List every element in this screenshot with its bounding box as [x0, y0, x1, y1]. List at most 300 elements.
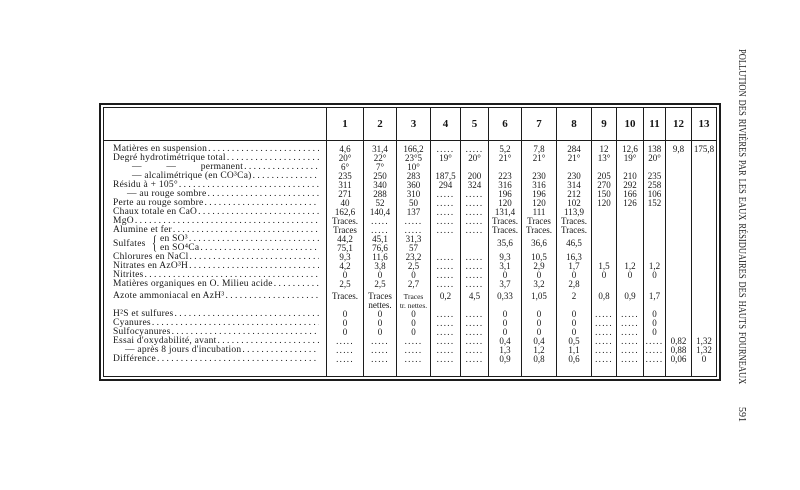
cell-value: .....: [436, 270, 455, 280]
row-label-text: Essai d'oxydabilité, avant: [113, 336, 217, 346]
cell-value: 316: [498, 180, 512, 190]
table-cell: [692, 199, 717, 208]
table-row: [104, 289, 717, 310]
cell-value: Traces.: [492, 216, 518, 226]
table-cell: [327, 280, 364, 289]
cell-value: 187,5: [435, 171, 456, 181]
table-cell: [644, 355, 666, 364]
cell-value: 3,1: [499, 261, 511, 271]
row-label: [104, 280, 326, 289]
table-cell: [666, 244, 692, 253]
row-label-cell: [104, 355, 327, 364]
cell-value: 40: [340, 198, 350, 208]
cell-value: .....: [436, 144, 455, 154]
cell-value: .....: [404, 225, 423, 235]
table-cell: [461, 235, 489, 244]
table-frame: [99, 103, 721, 381]
cell-value: 12: [599, 144, 609, 154]
cell-value: .....: [595, 345, 613, 355]
cell-value: 288: [373, 189, 387, 199]
table-cell: [617, 280, 644, 289]
table-cell: [692, 208, 717, 217]
table-cell: [666, 172, 692, 181]
table-cell: [397, 355, 431, 364]
leader-dots: [189, 235, 319, 244]
leader-dots: [173, 226, 319, 235]
table-cell: [489, 289, 522, 310]
cell-value: .....: [465, 225, 484, 235]
cell-value: 1,32: [696, 336, 712, 346]
cell-value: 0: [536, 318, 542, 328]
row-label-text: MgO: [113, 216, 134, 226]
table-cell: [364, 289, 397, 310]
table-cell: [666, 262, 692, 271]
leader-dots: [174, 310, 319, 319]
row-label-text: Chlorures en NaCl: [113, 252, 189, 262]
table-cell: [644, 271, 666, 280]
cell-value: .....: [645, 345, 664, 355]
table-cell: [592, 235, 617, 244]
cell-value: .....: [465, 327, 484, 337]
cell-value: 150: [597, 189, 611, 199]
cell-value: 2,8: [568, 279, 580, 289]
table-cell: [522, 154, 557, 163]
cell-value: .....: [436, 207, 455, 217]
cell-value: 0: [411, 270, 416, 280]
cell-value: 1,5: [598, 261, 610, 271]
table-cell: [692, 355, 717, 364]
cell-value: 2: [571, 291, 577, 301]
cell-value: 0,8: [598, 291, 610, 301]
table-cell: [592, 244, 617, 253]
cell-value: 120: [532, 198, 546, 208]
table-cell: [592, 217, 617, 226]
cell-value: 1,7: [568, 261, 580, 271]
table-cell: [692, 289, 717, 310]
column-header-9: 9: [592, 108, 617, 141]
cell-value: 0,4: [499, 336, 511, 346]
table-cell: [327, 355, 364, 364]
cell-value: 75,1: [337, 243, 353, 253]
row-label: [104, 355, 326, 364]
table-row: [104, 262, 717, 271]
cell-value: 9,3: [499, 252, 511, 262]
cell-value: 0,33: [497, 291, 513, 301]
row-label: [104, 292, 326, 301]
column-header-13: 13: [692, 108, 717, 141]
cell-value: 113,9: [564, 207, 584, 217]
cell-value: .....: [371, 216, 389, 226]
cell-value: 258: [647, 180, 662, 190]
label-column-header: [104, 108, 327, 141]
cell-value: .....: [595, 336, 613, 346]
cell-value: .....: [465, 216, 484, 226]
cell-value: .....: [436, 327, 455, 337]
spacer-cell: [666, 364, 692, 377]
table-cell: [692, 244, 717, 253]
cell-value: 0: [411, 318, 416, 328]
cell-value: 223: [498, 171, 512, 181]
table-cell: [557, 280, 592, 289]
cell-value: 11,6: [372, 252, 388, 262]
table-cell: [617, 355, 644, 364]
table-cell: [522, 280, 557, 289]
cell-value: 0: [502, 309, 508, 319]
cell-value: 230: [567, 171, 581, 181]
cell-value: Traces.: [332, 216, 358, 226]
row-label-text: Nitrites: [113, 270, 144, 280]
cell-value: 0: [536, 327, 542, 337]
column-header-4: 4: [431, 108, 461, 141]
table-cell: [592, 280, 617, 289]
cell-value: .....: [436, 345, 455, 355]
cell-value: 0,9: [499, 354, 511, 364]
cell-value: .....: [436, 252, 455, 262]
cell-value: 6°: [340, 162, 350, 172]
leader-dots: [244, 163, 319, 172]
table-cell: [327, 289, 364, 310]
table-cell: [644, 280, 666, 289]
table-cell: [692, 310, 717, 319]
cell-value: 21°: [498, 153, 512, 163]
cell-value: 0: [411, 309, 416, 319]
table-cell: [644, 208, 666, 217]
cell-value: 22°: [373, 153, 387, 163]
table-cell: [692, 190, 717, 199]
cell-value: .....: [465, 198, 484, 208]
table-cell: [364, 280, 397, 289]
cell-value: .....: [621, 327, 639, 337]
cell-value: 0,8: [533, 354, 545, 364]
table-cell: [666, 253, 692, 262]
cell-value: 9,3: [339, 252, 351, 262]
cell-value: .....: [404, 354, 423, 364]
table-cell: [692, 154, 717, 163]
cell-value: .....: [465, 345, 484, 355]
table-cell: [666, 355, 692, 364]
cell-value: .....: [371, 336, 389, 346]
cell-value: Traces.: [561, 225, 587, 235]
cell-value: 52: [375, 198, 385, 208]
table-cell: [617, 226, 644, 235]
cell-value: 162,6: [334, 207, 356, 217]
cell-value: 152: [647, 198, 662, 208]
table-cell: [692, 172, 717, 181]
spacer-cell: [522, 364, 557, 377]
table-cell: [644, 289, 666, 310]
cell-value: .....: [404, 216, 423, 226]
row-label-text: en SO³: [160, 234, 188, 244]
leader-dots: [204, 199, 319, 208]
page-number: 591: [736, 407, 747, 422]
row-label-text: Alumine et fer: [113, 225, 172, 235]
table-cell: [489, 355, 522, 364]
table-cell: [522, 289, 557, 310]
table-cell: [617, 244, 644, 253]
table-cell: [692, 145, 717, 154]
table-cell: [692, 235, 717, 244]
table-cell: [692, 253, 717, 262]
cell-value: 0: [502, 327, 508, 337]
cell-value: .....: [436, 216, 455, 226]
cell-value: 0: [502, 318, 508, 328]
table-cell: [617, 154, 644, 163]
row-label: [104, 226, 326, 235]
cell-value: 2,5: [339, 279, 351, 289]
cell-value: 235: [338, 171, 352, 181]
table-cell: [692, 163, 717, 172]
row-label-text: Nitrates en AzO³H: [113, 261, 189, 271]
cell-value: .....: [621, 309, 639, 319]
table-cell: [489, 154, 522, 163]
cell-value: .....: [371, 225, 389, 235]
cell-value: .....: [465, 279, 484, 289]
cell-value: 23,2: [405, 252, 422, 262]
table-cell: [461, 355, 489, 364]
table-cell: [617, 235, 644, 244]
cell-value: Traces.: [561, 216, 587, 226]
cell-value: 3,2: [533, 279, 545, 289]
table-cell: [644, 217, 666, 226]
cell-value: .....: [436, 354, 455, 364]
cell-value: 35,6: [497, 238, 513, 248]
cell-value: 1,2: [624, 261, 636, 271]
table-cell: [666, 271, 692, 280]
cell-value: .....: [436, 336, 455, 346]
cell-value: .....: [465, 309, 484, 319]
cell-value: 44,2: [337, 234, 353, 244]
cell-value: 3,8: [374, 261, 386, 271]
cell-value: 0,5: [568, 336, 580, 346]
cell-value: 140,4: [369, 207, 391, 217]
spacer-cell: [489, 364, 522, 377]
table-cell: [592, 355, 617, 364]
spacer-cell: [592, 364, 617, 377]
table-cell: [692, 262, 717, 271]
row-label-text: Cyanures: [113, 318, 151, 328]
cell-value: .....: [436, 309, 455, 319]
cell-value: .....: [436, 279, 455, 289]
table-cell: [592, 289, 617, 310]
cell-value: .....: [621, 345, 639, 355]
cell-value: 2,7: [407, 279, 420, 289]
cell-value: Traces: [527, 216, 551, 226]
table-body: [104, 141, 717, 377]
cell-value: 10,5: [531, 252, 547, 262]
cell-value: 7,8: [533, 144, 545, 154]
cell-value: Traces nettes.: [368, 291, 392, 310]
row-label-cell: [104, 226, 327, 235]
cell-value: .....: [465, 252, 484, 262]
table-cell: [397, 280, 431, 289]
leader-dots: [200, 244, 319, 253]
table-cell: [522, 235, 557, 248]
cell-value: 102: [567, 198, 581, 208]
cell-value: .....: [436, 225, 455, 235]
cell-value: 0: [627, 270, 633, 280]
table-cell: [461, 280, 489, 289]
spacer-cell: [461, 364, 489, 377]
table-cell: [592, 271, 617, 280]
spacer-cell: [397, 364, 431, 377]
cell-value: 0: [342, 309, 348, 319]
cell-value: .....: [465, 336, 484, 346]
cell-value: Traces: [333, 225, 357, 235]
cell-value: 12,6: [622, 144, 638, 154]
row-label-text: H²S et sulfures: [113, 309, 174, 319]
cell-value: .....: [436, 261, 455, 271]
leader-dots: [253, 172, 319, 181]
cell-value: .....: [336, 336, 354, 346]
row-label-text: — alcalimétrique (en CO³Ca): [132, 171, 252, 181]
column-header-6: 6: [489, 108, 522, 141]
leader-dots: [207, 190, 319, 199]
table-cell: [461, 226, 489, 235]
spacer-cell: [692, 364, 717, 377]
cell-value: 20°: [648, 153, 661, 163]
table-cell: [557, 154, 592, 163]
leader-dots: [274, 280, 319, 289]
leader-dots: [152, 319, 319, 328]
spacer-cell: [327, 364, 364, 377]
cell-value: 284: [567, 144, 581, 154]
cell-value: .....: [465, 189, 484, 199]
row-label-text: — après 8 jours d'incubation: [125, 345, 242, 355]
cell-value: 271: [338, 189, 352, 199]
cell-value: 360: [406, 180, 421, 190]
cell-value: 0: [601, 270, 607, 280]
spacer-cell: [644, 364, 666, 377]
cell-value: 0,88: [670, 345, 687, 355]
table-header: [104, 108, 717, 141]
row-label-cell: [104, 289, 327, 310]
cell-value: 1,2: [648, 261, 661, 271]
table-cell: [666, 217, 692, 226]
table-cell: [692, 181, 717, 190]
column-header-1: 1: [327, 108, 364, 141]
table-cell: [617, 271, 644, 280]
table-cell: [431, 289, 461, 310]
cell-value: 0: [342, 318, 348, 328]
table-cell: [489, 226, 522, 235]
table-cell: [431, 235, 461, 244]
table-cell: [617, 208, 644, 217]
cell-value: .....: [595, 318, 613, 328]
cell-value: 0: [701, 354, 707, 364]
column-header-5: 5: [461, 108, 489, 141]
cell-value: .....: [336, 345, 354, 355]
table-cell: [592, 208, 617, 217]
cell-value: Traces.: [526, 225, 552, 235]
cell-value: .....: [436, 189, 455, 199]
table-cell: [431, 355, 461, 364]
cell-value: 175,8: [693, 144, 715, 154]
cell-value: 13°: [597, 153, 611, 163]
cell-value: 0: [377, 270, 383, 280]
cell-value: 0,9: [624, 291, 636, 301]
row-label-text: Matières organiques en O. Milieu acide: [113, 279, 273, 289]
cell-value: .....: [371, 345, 389, 355]
cell-value: 314: [567, 180, 581, 190]
cell-value: .....: [465, 207, 484, 217]
cell-value: 250: [373, 171, 387, 181]
table-cell: [666, 190, 692, 199]
spacer-cell: [104, 364, 327, 377]
table-cell: [644, 244, 666, 253]
cell-value: 0: [571, 270, 577, 280]
cell-value: 5,2: [499, 144, 511, 154]
cell-value: Traces tr. nettes.: [399, 292, 428, 310]
header-row: [104, 108, 717, 141]
table-cell: [617, 217, 644, 226]
cell-value: 57: [409, 243, 418, 253]
cell-value: 324: [467, 180, 482, 190]
cell-value: 31,3: [405, 234, 422, 244]
cell-value: Traces.: [332, 291, 358, 301]
table-cell: [461, 289, 489, 310]
row-label-text: — au rouge sombre: [127, 189, 207, 199]
table-cell: [522, 355, 557, 364]
table-cell: [431, 280, 461, 289]
cell-value: 0,82: [670, 336, 687, 346]
row-label-text: Perte au rouge sombre: [113, 198, 204, 208]
cell-value: 0: [342, 270, 348, 280]
spacer-cell: [557, 364, 592, 377]
cell-value: 23°5: [404, 153, 423, 163]
cell-value: .....: [465, 354, 484, 364]
cell-value: 76,6: [372, 243, 388, 253]
table-cell: [461, 154, 489, 163]
row-label-text: Sulfocyanures: [113, 327, 171, 337]
table-cell: [666, 289, 692, 310]
table-cell: [692, 217, 717, 226]
cell-value: 1,7: [648, 291, 661, 301]
cell-value: 196: [498, 189, 512, 199]
row-label-text: — — permanent: [132, 162, 244, 172]
table-cell: [592, 226, 617, 235]
column-header-7: 7: [522, 108, 557, 141]
cell-value: 0: [342, 327, 348, 337]
table-cell: [557, 226, 592, 235]
cell-value: 0,6: [568, 354, 580, 364]
column-header-8: 8: [557, 108, 592, 141]
cell-value: 46,5: [566, 238, 582, 248]
cell-value: 19°: [623, 153, 637, 163]
cell-value: 0: [571, 318, 577, 328]
cell-value: 16,3: [566, 252, 582, 262]
table-cell: [617, 199, 644, 208]
cell-value: 9,8: [672, 144, 685, 154]
table-cell: [666, 208, 692, 217]
cell-value: 4,6: [339, 144, 351, 154]
leader-dots: [225, 292, 319, 301]
spacer-cell: [431, 364, 461, 377]
table-cell: [666, 154, 692, 163]
table-cell: [692, 271, 717, 280]
row-label-cell: [104, 208, 327, 217]
cell-value: 120: [597, 198, 611, 208]
cell-value: .....: [621, 336, 639, 346]
cell-value: 10°: [407, 162, 420, 172]
analysis-table: [103, 107, 717, 377]
table-cell: [644, 154, 666, 163]
column-header-3: 3: [397, 108, 431, 141]
cell-value: 1,1: [568, 345, 580, 355]
cell-value: .....: [595, 327, 613, 337]
cell-value: 210: [623, 171, 637, 181]
cell-value: .....: [336, 354, 354, 364]
cell-value: 36,6: [531, 238, 547, 248]
